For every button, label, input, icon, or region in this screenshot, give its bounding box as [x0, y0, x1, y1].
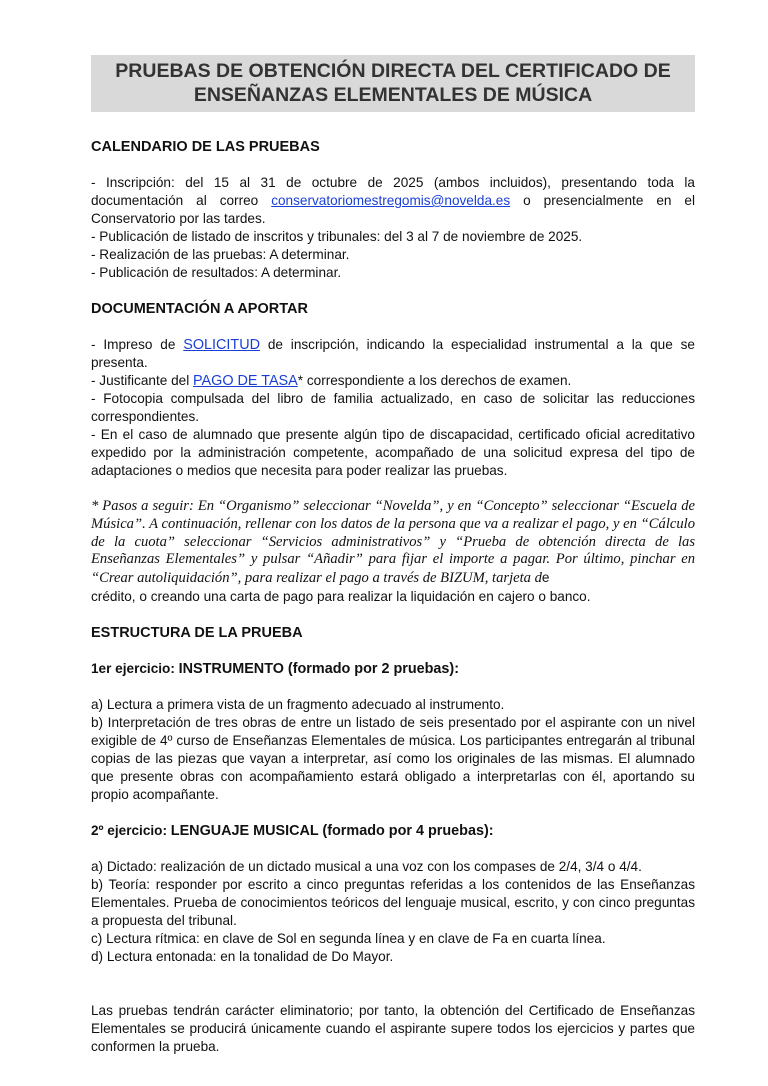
estructura-heading: ESTRUCTURA DE LA PRUEBA — [91, 624, 303, 641]
justificante-text-post: * correspondiente a los derechos de examen. — [297, 373, 572, 388]
pasos-nota-letter: e — [541, 570, 550, 586]
calendario-heading: CALENDARIO DE LAS PRUEBAS — [91, 139, 320, 155]
ejercicio-1-label: 1er ejercicio: — [91, 660, 179, 676]
inscripcion-paragraph — [91, 174, 695, 228]
ejercicio-2-b: b) Teoría: responder por escrito a cinco preguntas referidas a los contenidos de las Enseñanzas Elementales. Prueba de conocimientos teóricos del lenguaje musical, escrito, y con cinco preguntas a propuesta del tribunal. — [91, 876, 695, 928]
document-title — [91, 55, 695, 112]
calendario-item-listado: - Publicación de listado de inscritos y tribunales: del 3 al 7 de noviembre de 2025. — [91, 229, 583, 244]
pasos-nota — [91, 498, 695, 588]
pago-tasa-link[interactable]: PAGO DE TASA — [193, 373, 298, 389]
ejercicio-1-title: INSTRUMENTO (formado por 2 pruebas): — [178, 660, 460, 677]
inscripcion-text-pre: - Inscripción: del 15 al 31 de octubre de 2025 (ambos incluidos), presentando toda la documentación al correo — [91, 175, 695, 208]
ejercicio-2-d: d) Lectura entonada: en la tonalidad de Do Mayor. — [91, 948, 394, 964]
inscripcion-text-post: o presencialmente en el Conservatorio por las tardes. — [91, 193, 695, 226]
ejercicio-1-heading — [91, 660, 695, 678]
justificante-text-pre: - Justificante del — [91, 373, 193, 388]
ejercicio-2-a: a) Dictado: realización de un dictado musical a una voz con los compases de 2/4, 3/4 o 4/4. — [91, 858, 642, 874]
document-page — [91, 55, 695, 1056]
pasos-nota-plain: crédito, o creando una carta de pago para realizar la liquidación en cajero o banco. — [91, 588, 591, 604]
impreso-text-post: de inscripción, indicando la especialidad instrumental a la que se presenta. — [91, 337, 695, 370]
ejercicio-1-b: b) Interpretación de tres obras de entre un listado de seis presentado por el aspirante con un nivel exigible de 4º curso de Enseñanzas Elementales de música. Los participantes entregarán al tribunal copias de las piezas que vayan a interpretar, así como los originales de las mismas. El alumnado que presente obras con acompañamiento estará obligado a interpretarlas con él, aportando su propio acompañante. — [91, 714, 695, 802]
discapacidad-paragraph: - En el caso de alumnado que presente algún tipo de discapacidad, certificado oficial acreditativo expedido por la administración competente, acompañado de una solicitud expresa del tipo de adaptaciones o medios que necesita para poder realizar las pruebas. — [91, 427, 695, 478]
fotocopia-paragraph: - Fotocopia compulsada del libro de familia actualizado, en caso de solicitar las reducciones correspondientes. — [91, 391, 695, 424]
solicitud-link[interactable]: SOLICITUD — [183, 337, 261, 353]
pasos-nota-italic: * Pasos a seguir: En “Organismo” seleccionar “Novelda”, y en “Concepto” seleccionar “Escuela de Música”. A continuación, rellenar con los datos de la persona que va a realizar el pago, y en “Cálculo de la cuota” seleccionar “Servicios administrativos” y “Prueba de obtención directa de las Enseñanzas Elementales” y pulsar “Añadir” para fijar el importe a pagar. Por último, pinchar en “Crear autoliquidación”, para realizar el pago a través de BIZUM, tarjeta d — [91, 498, 695, 587]
title-line-1: PRUEBAS DE OBTENCIÓN DIRECTA DEL CERTIFICADO DE — [115, 60, 671, 82]
ejercicio-2-heading — [91, 822, 695, 840]
ejercicio-2-c: c) Lectura rítmica: en clave de Sol en segunda línea y en clave de Fa en cuarta línea. — [91, 930, 606, 946]
title-line-2: ENSEÑANZAS ELEMENTALES DE MÚSICA — [193, 84, 593, 106]
cierre-paragraph: Las pruebas tendrán carácter eliminatorio; por tanto, la obtención del Certificado de Enseñanzas Elementales se producirá únicamente cuando el aspirante supere todos los ejercicios y partes que conformen la prueba. — [91, 1002, 695, 1054]
ejercicio-1-a: a) Lectura a primera vista de un fragmento adecuado al instrumento. — [91, 696, 505, 712]
justificante-paragraph — [91, 372, 695, 390]
impreso-text-pre: - Impreso de — [91, 337, 184, 352]
calendario-item-resultados: - Publicación de resultados: A determinar. — [91, 265, 342, 280]
impreso-paragraph — [91, 336, 695, 372]
ejercicio-2-title: LENGUAJE MUSICAL (formado por 4 pruebas): — [170, 822, 494, 839]
documentacion-heading: DOCUMENTACIÓN A APORTAR — [91, 301, 308, 317]
calendario-item-realizacion: - Realización de las pruebas: A determinar. — [91, 247, 350, 262]
email-link[interactable]: conservatoriomestregomis@novelda.es — [271, 193, 511, 208]
ejercicio-2-label: 2º ejercicio: — [91, 822, 171, 838]
